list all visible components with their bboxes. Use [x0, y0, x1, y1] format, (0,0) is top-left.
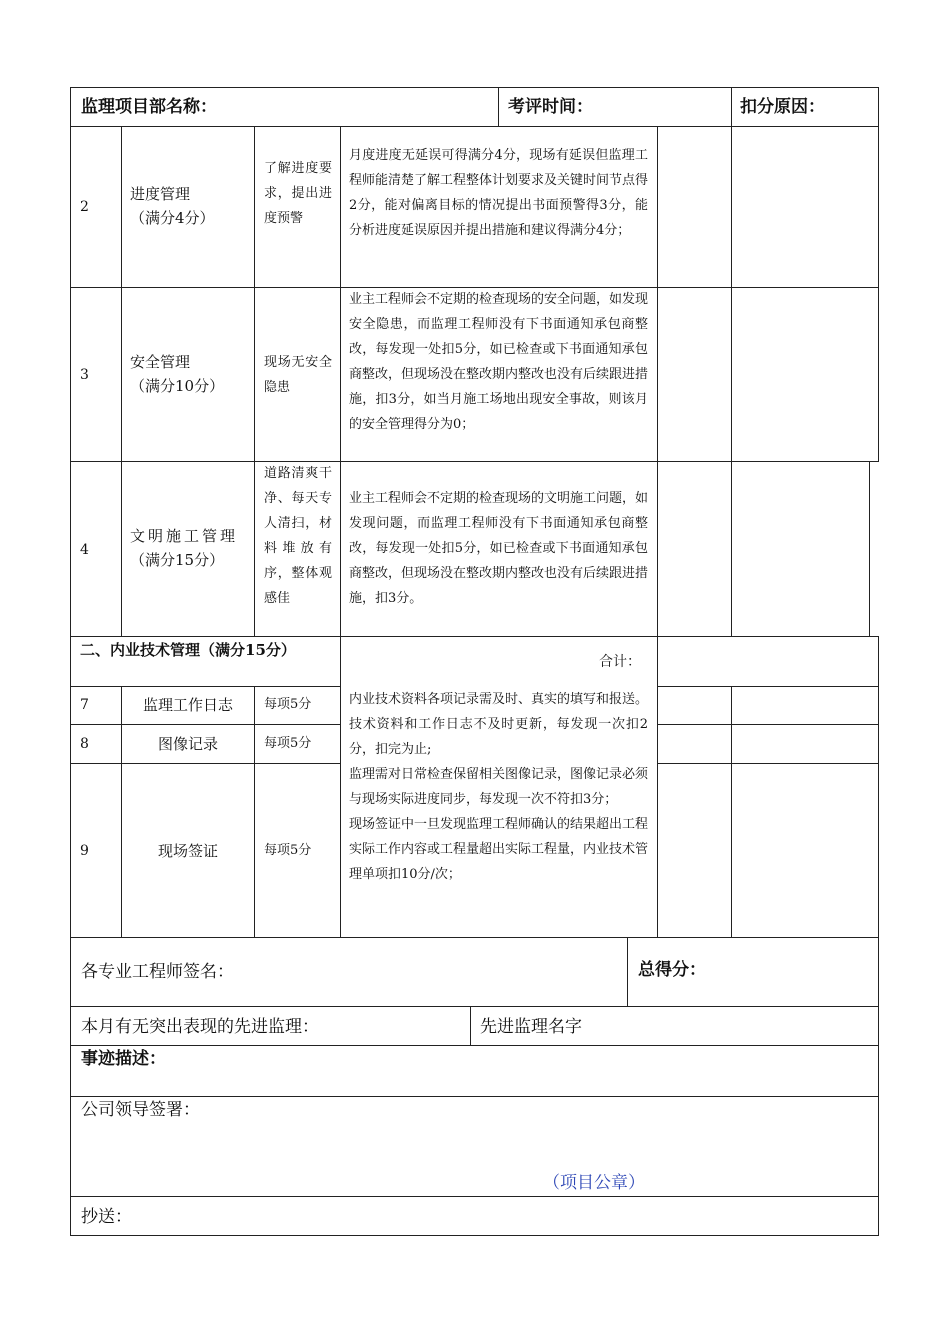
eval-time-label: 考评时间：: [508, 97, 593, 117]
deeds-label: 事迹描述：: [81, 1049, 166, 1069]
item-score: （满分10分）: [130, 377, 225, 395]
item-name: 进度管理: [130, 185, 191, 203]
row-number: 8: [80, 736, 89, 752]
item-name: 监理工作日志: [142, 696, 233, 714]
row-number: 2: [80, 199, 89, 215]
item-score: （满分4分）: [130, 209, 215, 227]
item-name: 图像记录: [157, 735, 218, 753]
requirement-cell: 现场无安全隐患: [264, 355, 332, 395]
total-score-label: 总得分：: [638, 960, 706, 980]
technical-criteria: [349, 687, 648, 887]
requirement-cell: 了解进度要求，提出进度预警: [264, 161, 332, 226]
requirement-cell: 每项5分: [264, 697, 312, 712]
requirement-cell: 每项5分: [264, 736, 312, 751]
deduct-reason-label: 扣分原因：: [740, 97, 825, 117]
criteria-line: 现场签证中一旦发现监理工程师确认的结果超出工程实际工作内容或工程量超出实际工程量，内业技术管理单项扣10分/次；: [349, 817, 649, 882]
project-dept-label: 监理项目部名称：: [81, 97, 217, 117]
criteria-line: 监理需对日常检查保留相关图像记录，图像记录必须与现场实际进度同步，每发现一次不符扣3分；: [349, 767, 649, 807]
criteria-cell: 业主工程师会不定期的检查现场的安全问题，如发现安全隐患，而监理工程师没有下书面通知承包商整改，每发现一处扣5分，如已检查或下书面通知承包商整改，但现场没在整改期内整改也没有后续跟进措施，扣3分，如当月施工场地出现安全事故，则该月的安全管理得分为0；: [349, 292, 649, 432]
engineer-sign-label: 各专业工程师签名：: [81, 962, 234, 982]
criteria-line: 内业技术资料各项记录需及时、真实的填写和报送。技术资料和工作日志不及时更新，每发现一次扣2分，扣完为止;: [349, 692, 649, 757]
criteria-cell: 业主工程师会不定期的检查现场的文明施工问题，如发现问题，而监理工程师没有下书面通知承包商整改，每发现一处扣5分，如已检查或下书面通知承包商整改，但现场没在整改期内整改也没有后续跟进措施，扣3分。: [349, 491, 649, 606]
requirement-cell: 每项5分: [264, 843, 312, 858]
requirement-cell: 道路清爽干净、每天专人清扫，材料堆放有序，整体观感佳: [264, 466, 332, 606]
section-title: 二、内业技术管理（满分15分）: [80, 641, 296, 659]
row-number: 7: [80, 697, 89, 713]
row-number: 3: [80, 367, 89, 383]
cc-label: 抄送：: [81, 1207, 132, 1227]
project-seal: （项目公章）: [543, 1173, 645, 1193]
subtotal-label: 合计：: [599, 654, 641, 670]
row-number: 9: [80, 843, 89, 859]
criteria-cell: 月度进度无延误可得满分4分，现场有延误但监理工程师能清楚了解工程整体计划要求及关键时间节点得2分，能对偏离目标的情况提出书面预警得3分，能分析进度延误原因并提出措施和建议得满分4分；: [349, 148, 649, 238]
item-name: 现场签证: [157, 842, 218, 860]
advanced-supervisor-question: 本月有无突出表现的先进监理：: [81, 1017, 319, 1037]
advanced-supervisor-name: 先进监理名字: [480, 1017, 582, 1037]
leader-sign-label: 公司领导签署：: [81, 1100, 200, 1120]
row-number: 4: [80, 542, 89, 558]
item-name: 文明施工管理: [130, 527, 239, 545]
item-name: 安全管理: [130, 353, 191, 371]
item-score: （满分15分）: [130, 551, 225, 569]
